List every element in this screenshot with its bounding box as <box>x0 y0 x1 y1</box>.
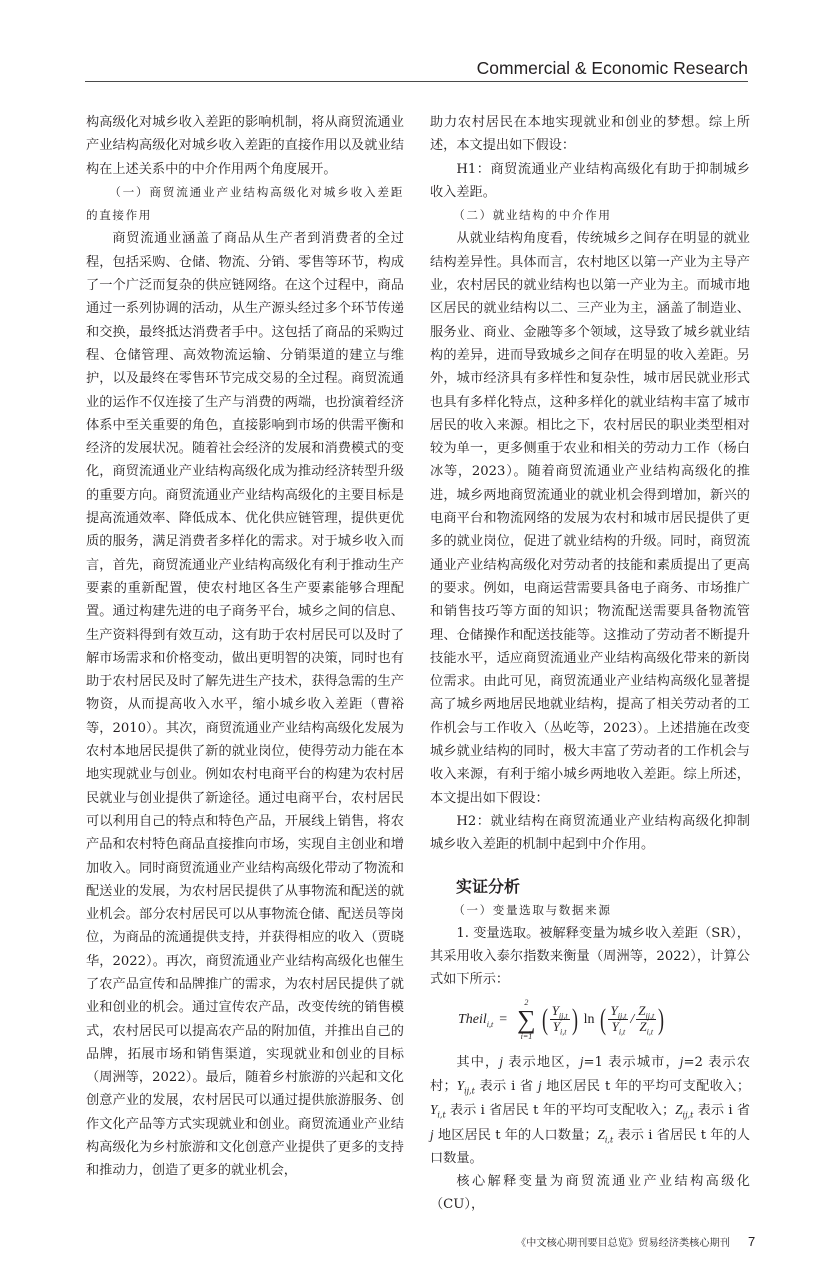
subheading: （一）变量选取与数据来源 <box>453 902 612 917</box>
slash: / <box>630 1011 635 1027</box>
theil-formula <box>458 996 750 1044</box>
left-paren: ( <box>541 1002 548 1036</box>
left-column <box>86 111 404 1183</box>
paragraph: 助力农村居民在本地实现就业和创业的梦想。综上所述，本文提出如下假设： <box>430 115 750 154</box>
left-paren: ( <box>600 1002 607 1036</box>
paragraph: 1. 变量选取。被解释变量为城乡收入差距（SR），其采用收入泰尔指数来衡量（周洲等，2022），计算公式如下所示： <box>430 925 750 988</box>
paragraph: 构高级化对城乡收入差距的影响机制，将从商贸流通业产业结构高级化对城乡收入差距的直接作用以及就业结构在上述关系中的中介作用两个角度展开。 <box>86 115 404 177</box>
fraction-y: $\frac{Y_{ij,t}}{Y_{i,t}}$ <box>610 1003 627 1037</box>
hypothesis-h2: H2：就业结构在商贸流通业产业结构高级化抑制城乡收入差距的机制中起到中介作用。 <box>430 813 750 853</box>
paragraph: 商贸流通业涵盖了商品从生产者到消费者的全过程，包括采购、仓储、物流、分销、零售等环节，构成了一个广泛而复杂的供应链网络。在这个过程中，商品通过一系列协调的活动，从生产源头经过多个环节传递和交换，最终抵达消费者手中。这包括了商品的采购过程、仓储管理、高效物流运输、分销渠道的建立与维护，以及最终在零售环节完成交易的全过程。商贸流通业的运作不仅连接了生产与消费的两端，也扮演着经济体系中至关重要的角色，直接影响到市场的供需平衡和经济的发展状况。随着社会经济的发展和消费模式的变化，商贸流通业产业结构高级化成为推动经济转型升级的重要方向。商贸流通业产业结构高级化的主要目标是提高流通效率、降低成本、优化供应链管理，提供更优质的服务，满足消费者多样化的需求。对于城乡收入而言，首先，商贸流通业产业结构高级化有利于推动生产要素的重新配置，使农村地区各生产要素能够合理配置。通过构建先进的电子商务平台，城乡之间的信息、生产资料得到有效互动，这有助于农村居民可以及时了解市场需求和价格变动，做出更明智的决策，同时也有助于农村居民及时了解先进生产技术，获得急需的生产物资，从而提高收入水平，缩小城乡收入差距（曹裕等，2010）。其次，商贸流通业产业结构高级化发展为农村本地居民提供了新的就业岗位，使得劳动力能在本地实现就业与创业。例如农村电商平台的构建为农村居民就业与创业提供了新途径。通过电商平台，农村居民可以利用自己的特点和特色产品，开展线上销售，将农产品和农村特色商品直接推向市场，实现自主创业和增加收入。同时商贸流通业产业结构高级化带动了物流和配送业的发展，为农村居民提供了从事物流和配送的就业机会。部分农村居民可以从事物流仓储、配送员等岗位，为商品的流通提供支持，并获得相应的收入（贾晓华，2022）。再次，商贸流通业产业结构高级化也催生了农产品宣传和品牌推广的需求，为农村居民提供了就业和创业的机会。通过宣传农产品，改变传统的销售模式，农村居民可以提高农产品的附加值，并推出自己的品牌，拓展市场和销售渠道，实现就业和创业的目标（周洲等，2022）。最后，随着乡村旅游的兴起和文化创意产业的发展，农村居民可以通过提供旅游服务、创作文化产品等方式实现就业和创业。商贸流通业产业结构高级化为乡村旅游和文化创意产业提供了更多的支持和推动力，创造了更多的就业机会， <box>86 231 404 1179</box>
hypothesis-h1: H1：商贸流通业产业结构高级化有助于抑制城乡收入差距。 <box>430 161 750 200</box>
right-paren: ) <box>658 1002 665 1036</box>
fraction-z: $\frac{Z_{ij,t}}{Z_{i,t}}$ <box>638 1003 655 1037</box>
right-paren: ) <box>571 1002 578 1036</box>
summation: 2 ∑ i=1 <box>517 997 536 1041</box>
footer-text: 《中文核心期刊要目总览》贸易经济类核心期刊 <box>516 1237 730 1249</box>
fraction-y: $\frac{Y_{ij,t}}{Y_{i,t}}$ <box>551 1003 568 1037</box>
paragraph-variable-definitions: 其中，j 表示地区，j=1 表示城市，j=2 表示农村；$Y_{ij,t}$ 表示 i 省 j 地区居民 t 年的平均可支配收入；$Y_{i,t}$ 表示 i 省居民 t 年的平均可支配收入；$Z_{ij,t}$ 表示 i 省 j 地区居民 t 年的人口数量；$Z_{i,t}$ 表示 i 省居民 t 年的人口数量。 <box>430 1053 751 1166</box>
paragraph: 从就业结构角度看，传统城乡之间存在明显的就业结构差异性。具体而言，农村地区以第一产业为主导产业，农村居民的就业结构也以第一产业为主。而城市地区居民的就业结构以二、三产业为主，涵盖了制造业、服务业、商业、金融等多个领域，这导致了城乡就业结构的差异，进而导致城乡之间存在明显的收入差距。另外，城市经济具有多样性和复杂性，城市居民就业形式也具有多样化特点，这种多样化的就业结构丰富了城市居民的收入来源。相比之下，农村居民的职业类型相对较为单一，更多侧重于农业和相关的劳动力工作（杨白冰等，2023）。随着商贸流通业产业结构高级化的推进，城乡两地商贸流通业的就业机会得到增加，新兴的电商平台和物流网络的发展为农村和城市居民提供了更多的就业岗位，促进了就业结构的升级。同时，商贸流通业产业结构高级化对劳动者的技能和素质提出了更高的要求。例如，电商运营需要具备电子商务、市场推广和销售技巧等方面的知识；物流配送需要具备物流管理、仓储操作和配送技能等。这推动了劳动者不断提升技能水平，适应商贸流通业产业结构高级化带来的新岗位需求。由此可见，商贸流通业产业结构高级化显著提高了城乡两地居民地就业结构，提高了相关劳动者的工作机会与工作收入（丛屹等，2023）。上述措施在改变城乡就业结构的同时，极大丰富了劳动者的工作机会与收入来源，有利于缩小城乡两地收入差距。综上所述，本文提出如下假设： <box>430 231 750 806</box>
subheading: （二）就业结构的中介作用 <box>453 208 612 223</box>
page-number: 7 <box>747 1233 756 1249</box>
two-column-body <box>86 111 827 1217</box>
journal-header: Commercial & Economic Research <box>476 58 748 78</box>
right-column <box>430 111 750 1217</box>
header-rule <box>85 81 748 82</box>
equals: = <box>499 1011 508 1027</box>
formula-lhs: Theil$_{i,t}$ <box>458 1011 494 1029</box>
page-footer <box>516 1235 827 1271</box>
subheading: （一）商贸流通业产业结构高级化对城乡收入差距的直接作用 <box>86 184 404 223</box>
ln: ln <box>583 1011 595 1027</box>
section-title: 实证分析 <box>456 878 521 896</box>
paragraph: 核心解释变量为商贸流通业产业结构高级化（CU）， <box>430 1174 750 1213</box>
